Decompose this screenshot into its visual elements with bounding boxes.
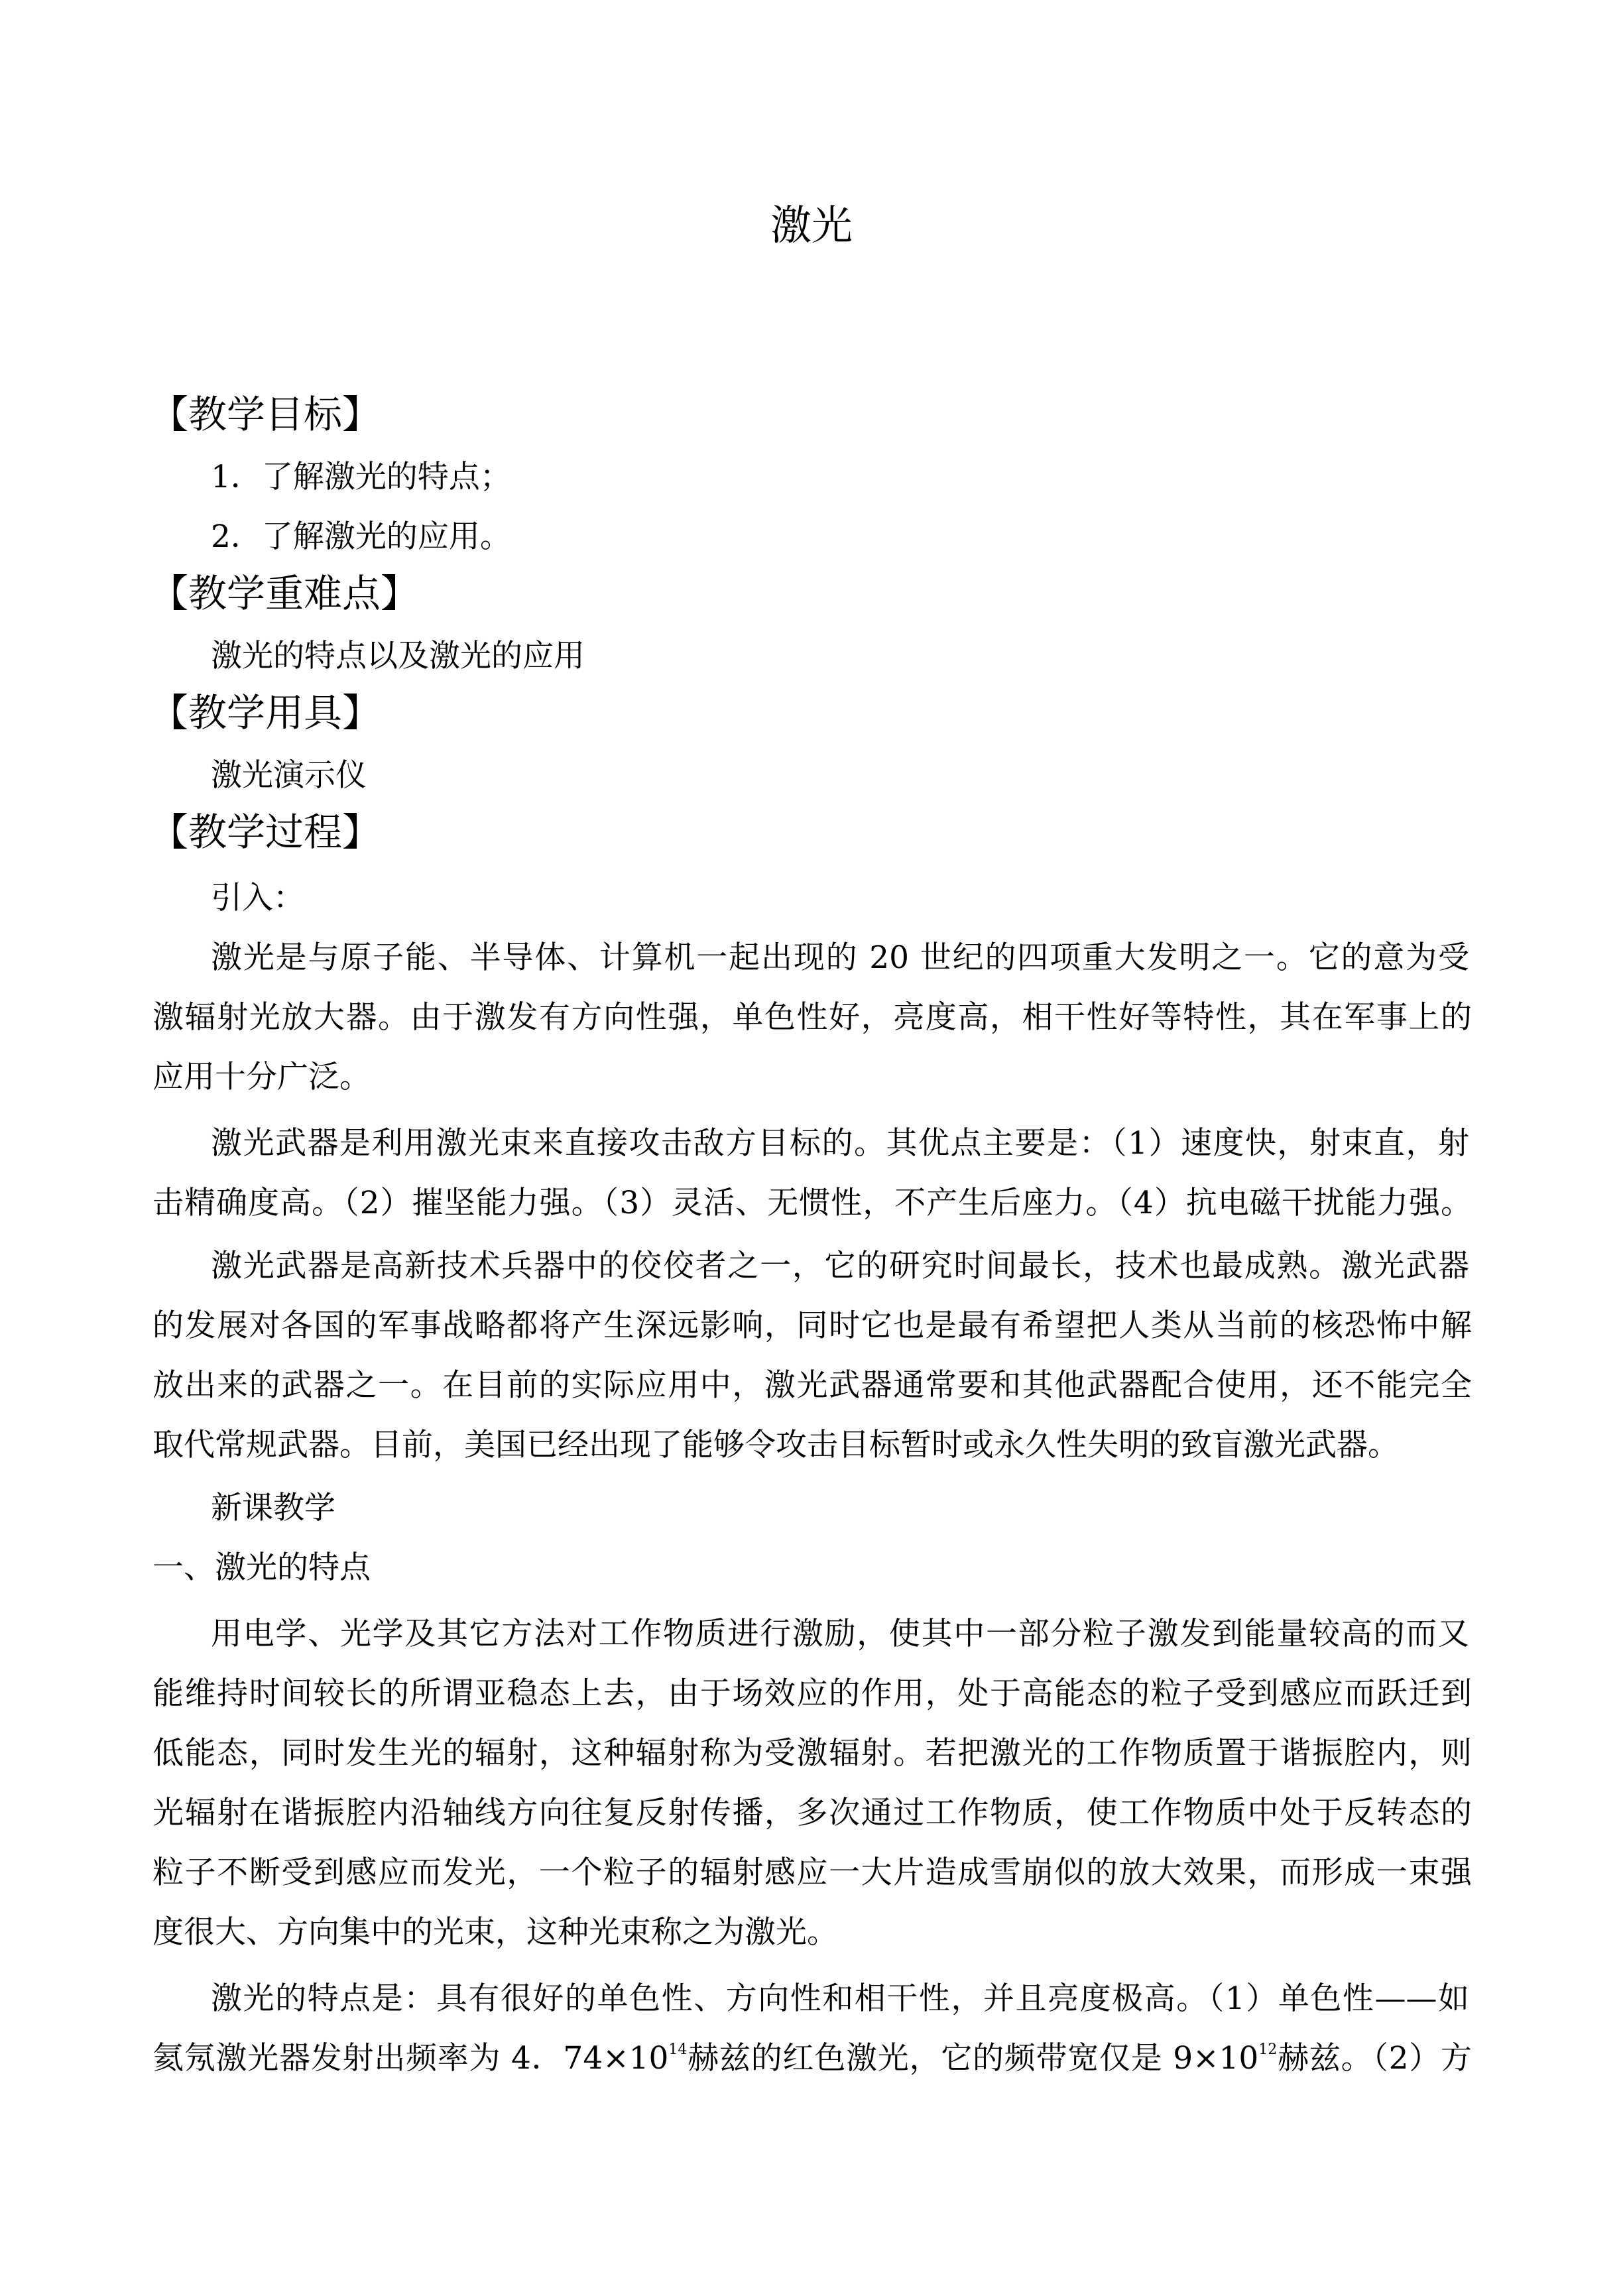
key-points-text: 激光的特点以及激光的应用 — [211, 638, 585, 674]
goal-item-2: 2．了解激光的应用。 — [211, 518, 511, 555]
para5-line-2-part2: 赫兹的红色激光，它的频带宽仅是 9×10 — [687, 2040, 1259, 2077]
para4-line-1: 用电学、光学及其它方法对工作物质进行激励，使其中一部分粒子激发到能量较高的而又 — [211, 1616, 1469, 1652]
tools-text: 激光演示仪 — [211, 757, 367, 794]
para2-line-2: 击精确度高。（2）摧坚能力强。（3）灵活、无惯性，不产生后座力。（4）抗电磁干扰能力强。 — [152, 1185, 1472, 1221]
para5-line-1: 激光的特点是：具有很好的单色性、方向性和相干性，并且亮度极高。（1）单色性——如 — [211, 1980, 1469, 2017]
para3-line-4: 取代常规武器。目前，美国已经出现了能够令攻击目标暂时或永久性失明的致盲激光武器。 — [152, 1427, 1399, 1463]
exponent-12: 12 — [1258, 2041, 1278, 2058]
exponent-14: 14 — [668, 2041, 688, 2058]
para1-line-1: 激光是与原子能、半导体、计算机一起出现的 20 世纪的四项重大发明之一。它的意为受 — [211, 939, 1469, 976]
key-points-heading: 【教学重难点】 — [150, 571, 420, 616]
para4-line-2: 能维持时间较长的所谓亚稳态上去，由于场效应的作用，处于高能态的粒子受到感应而跃迁到 — [152, 1675, 1472, 1712]
para4-line-4: 光辐射在谐振腔内沿轴线方向往复反射传播，多次通过工作物质，使工作物质中处于反转态的 — [152, 1795, 1472, 1831]
para1-line-3: 应用十分广泛。 — [152, 1059, 371, 1095]
para2-line-1: 激光武器是利用激光束来直接攻击敌方目标的。其优点主要是：（1）速度快，射束直，射 — [211, 1125, 1469, 1162]
para4-line-3: 低能态，同时发生光的辐射，这种辐射称为受激辐射。若把激光的工作物质置于谐振腔内，则 — [152, 1735, 1472, 1772]
intro-label: 引入： — [211, 880, 304, 916]
goals-heading: 【教学目标】 — [150, 392, 381, 437]
page-title: 激光 — [770, 201, 853, 249]
process-heading: 【教学过程】 — [150, 810, 381, 855]
goal-item-1: 1．了解激光的特点； — [211, 459, 511, 495]
para1-line-2: 激辐射光放大器。由于激发有方向性强，单色性好，亮度高，相干性好等特性，其在军事上的 — [152, 999, 1472, 1036]
para5-line-2-part3: 赫兹。（2）方 — [1277, 2040, 1473, 2077]
tools-heading: 【教学用具】 — [150, 690, 381, 735]
para3-line-3: 放出来的武器之一。在目前的实际应用中，激光武器通常要和其他武器配合使用，还不能完全 — [152, 1367, 1472, 1404]
para4-line-6: 度很大、方向集中的光束，这种光束称之为激光。 — [152, 1914, 838, 1951]
para5-line-2 — [152, 2039, 1472, 2085]
section1-heading: 一、激光的特点 — [152, 1549, 371, 1586]
para5-line-2-part1: 氦氖激光器发射出频率为 4．74×10 — [152, 2040, 669, 2077]
new-lesson-label: 新课教学 — [211, 1490, 335, 1526]
para3-line-1: 激光武器是高新技术兵器中的佼佼者之一，它的研究时间最长，技术也最成熟。激光武器 — [211, 1248, 1469, 1284]
para3-line-2: 的发展对各国的军事战略都将产生深远影响，同时它也是最有希望把人类从当前的核恐怖中解 — [152, 1307, 1472, 1344]
para4-line-5: 粒子不断受到感应而发光，一个粒子的辐射感应一大片造成雪崩似的放大效果，而形成一束强 — [152, 1854, 1472, 1891]
